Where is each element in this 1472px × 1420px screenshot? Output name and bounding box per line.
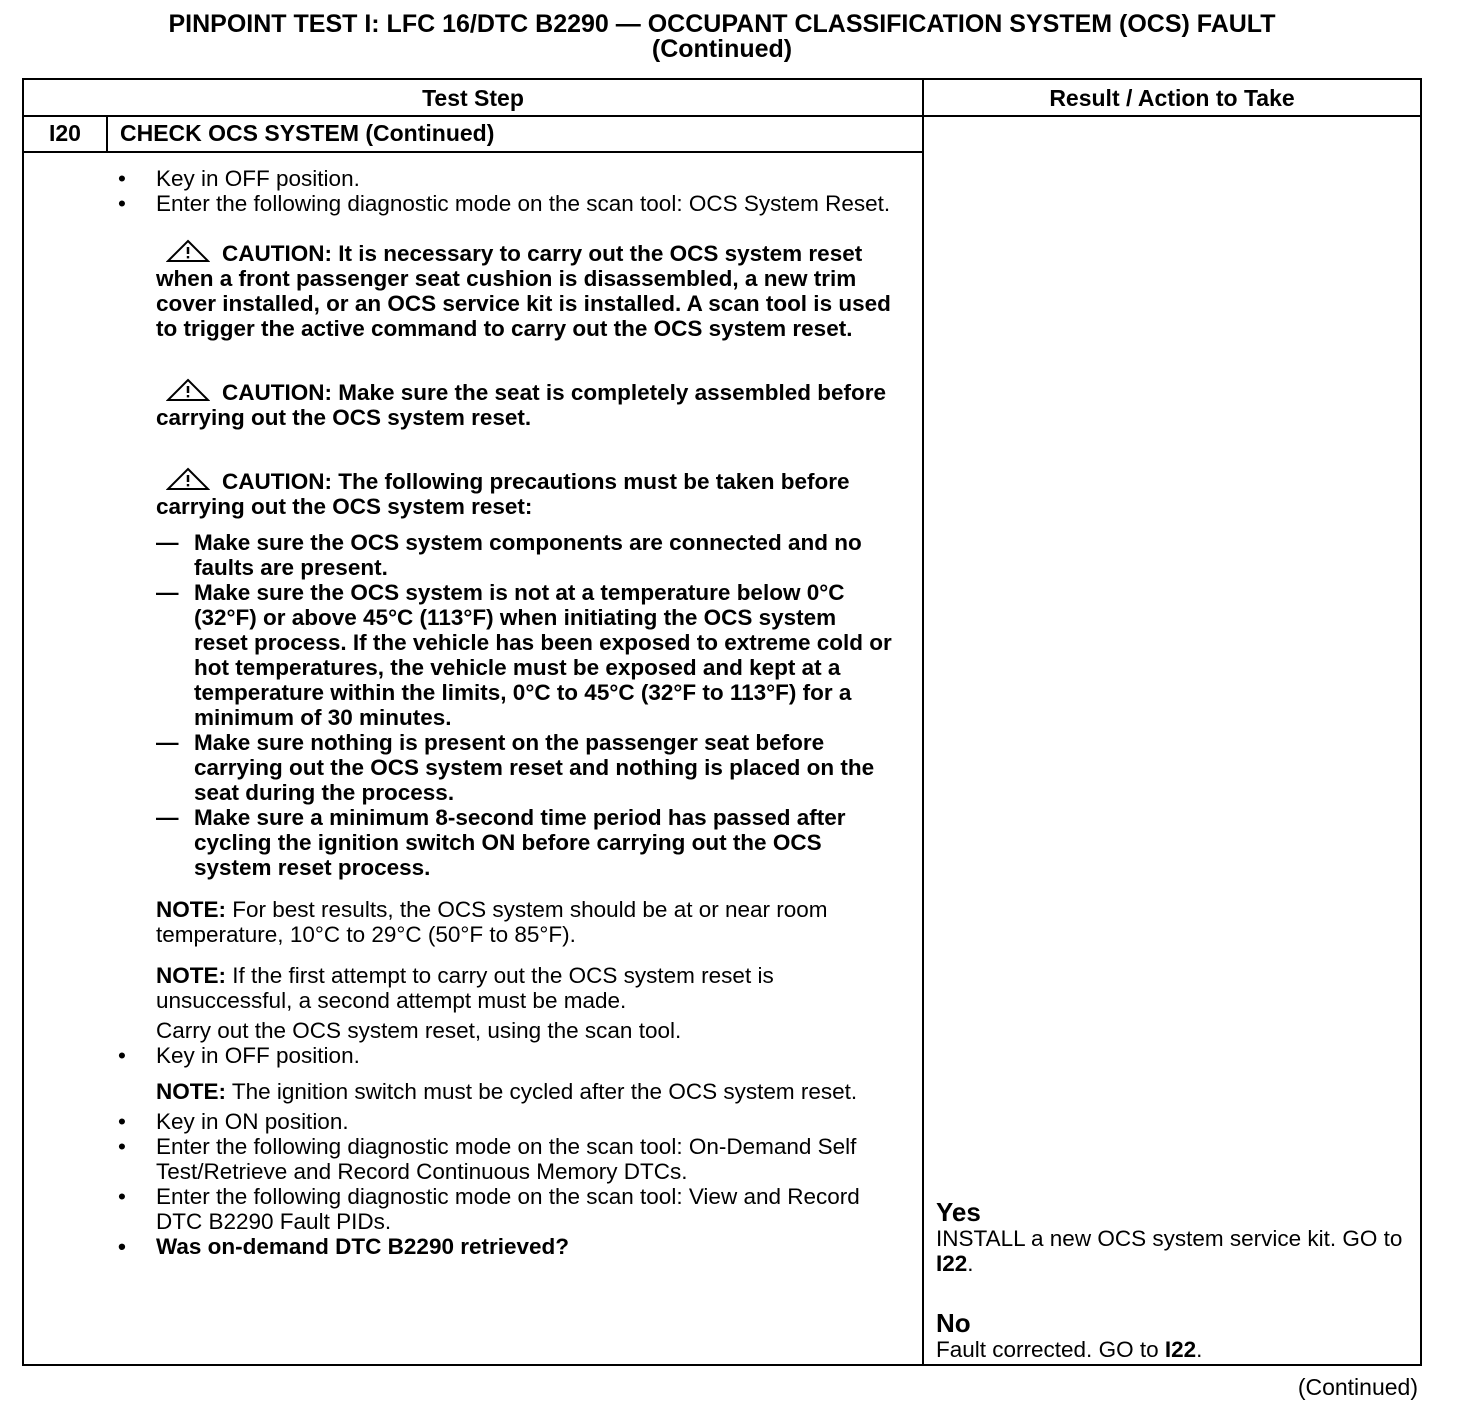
note-text: For best results, the OCS system should be at or near room temperature, 10°C to 29°C (50°F to 85°F). [156, 897, 828, 947]
dash-text: Make sure the OCS system components are connected and no faults are present. [194, 530, 862, 580]
dash-glyph: — [156, 530, 179, 555]
dash-glyph: — [156, 580, 179, 605]
bullet-text: Key in OFF position. [156, 1043, 360, 1068]
list-item [156, 580, 896, 730]
bullet-glyph: • [118, 1109, 126, 1134]
warning-triangle-icon [166, 378, 210, 402]
precaution-list [156, 530, 896, 880]
list-item [156, 730, 896, 805]
caution-block [156, 239, 896, 341]
warning-triangle-icon [166, 239, 210, 263]
list-item [118, 1134, 896, 1184]
note-label: NOTE: [156, 963, 226, 988]
list-item [118, 1184, 896, 1234]
list-item [156, 530, 896, 580]
dash-text: Make sure the OCS system is not at a temperature below 0°C (32°F) or above 45°C (113°F) when initiating the OCS system reset process. If the vehicle has been exposed to extreme cold or hot temperatures, the vehicle must be exposed and kept at a temperature within the limits, 0°C to 45°C (32°F to 113°F) for a minimum of 30 minutes. [194, 580, 892, 730]
bullet-glyph: • [118, 1234, 126, 1259]
final-bullet-list [118, 1109, 896, 1259]
step-title: CHECK OCS SYSTEM (Continued) [120, 120, 495, 146]
list-item [118, 1234, 896, 1259]
yes-label: Yes [936, 1197, 981, 1227]
continued-label: (Continued) [1297, 1374, 1418, 1400]
header-test-step: Test Step [422, 85, 524, 111]
step-number-divider [106, 116, 108, 152]
list-item [118, 166, 896, 191]
note-label: NOTE: [156, 1079, 226, 1104]
note-label: NOTE: [156, 897, 226, 922]
result-yes [936, 1198, 1406, 1276]
no-action [936, 1337, 1406, 1362]
caution-text: CAUTION: Make sure the seat is completely assembled before carrying out the OCS system reset. [156, 380, 886, 430]
bullet-glyph: • [118, 1184, 126, 1209]
warning-triangle-icon [166, 467, 210, 491]
header-result: Result / Action to Take [1049, 85, 1295, 111]
dash-text: Make sure nothing is present on the passenger seat before carrying out the OCS system reset and nothing is placed on the seat during the process. [194, 730, 875, 805]
result-no [936, 1309, 1406, 1362]
no-text: Fault corrected. GO to [936, 1337, 1159, 1362]
bullet-text: Key in OFF position. [156, 166, 360, 191]
bullet-text: Key in ON position. [156, 1109, 349, 1134]
bullet-text: Enter the following diagnostic mode on the scan tool: On-Demand Self Test/Retrieve and Record Continuous Memory DTCs. [156, 1134, 857, 1184]
step-body [118, 166, 896, 1259]
no-goto: I22 [1164, 1337, 1197, 1362]
yes-action [936, 1226, 1406, 1276]
list-item [156, 805, 896, 880]
title-line-2: (Continued) [651, 35, 793, 63]
note-block [156, 963, 896, 1013]
question-text: Was on-demand DTC B2290 retrieved? [156, 1234, 570, 1259]
list-item [118, 1043, 896, 1068]
bullet-glyph: • [118, 1134, 126, 1159]
bullet-text: Enter the following diagnostic mode on the scan tool: OCS System Reset. [156, 191, 891, 216]
step-number: I20 [49, 120, 81, 146]
no-period: . [1196, 1337, 1203, 1362]
caution-text: CAUTION: The following precautions must be taken before carrying out the OCS system reset: [156, 469, 850, 519]
bullet-glyph: • [118, 1043, 126, 1068]
instruction-text: Carry out the OCS system reset, using the scan tool. [156, 1018, 682, 1043]
note-text: If the first attempt to carry out the OCS system reset is unsuccessful, a second attempt must be made. [156, 963, 774, 1013]
caution-text: CAUTION: It is necessary to carry out the OCS system reset when a front passenger seat cushion is disassembled, a new trim cover installed, or an OCS service kit is installed. A scan tool is used to trigger the active command to carry out the OCS system reset. [156, 241, 891, 341]
dash-glyph: — [156, 805, 179, 830]
yes-period: . [967, 1251, 974, 1276]
test-table [22, 78, 1422, 1366]
page-title [0, 12, 1444, 62]
note-block [156, 897, 896, 947]
note-text: The ignition switch must be cycled after the OCS system reset. [231, 1079, 858, 1104]
dash-text: Make sure a minimum 8-second time period has passed after cycling the ignition switch ON before carrying out the OCS system reset process. [194, 805, 846, 880]
bullet-text: Enter the following diagnostic mode on the scan tool: View and Record DTC B2290 Fault PIDs. [156, 1184, 860, 1234]
list-item [118, 1109, 896, 1134]
caution-block [156, 378, 896, 430]
note-block [156, 1079, 896, 1104]
dash-glyph: — [156, 730, 179, 755]
bullet-glyph: • [118, 191, 126, 216]
no-label: No [936, 1308, 971, 1338]
caution-block [156, 467, 896, 519]
yes-text: INSTALL a new OCS system service kit. GO to [936, 1226, 1403, 1251]
column-divider [922, 80, 924, 1364]
title-line-1: PINPOINT TEST I: LFC 16/DTC B2290 — OCCUPANT CLASSIFICATION SYSTEM (OCS) FAULT [168, 10, 1276, 38]
bullet-glyph: • [118, 166, 126, 191]
list-item [118, 191, 896, 216]
yes-goto: I22 [936, 1251, 968, 1276]
